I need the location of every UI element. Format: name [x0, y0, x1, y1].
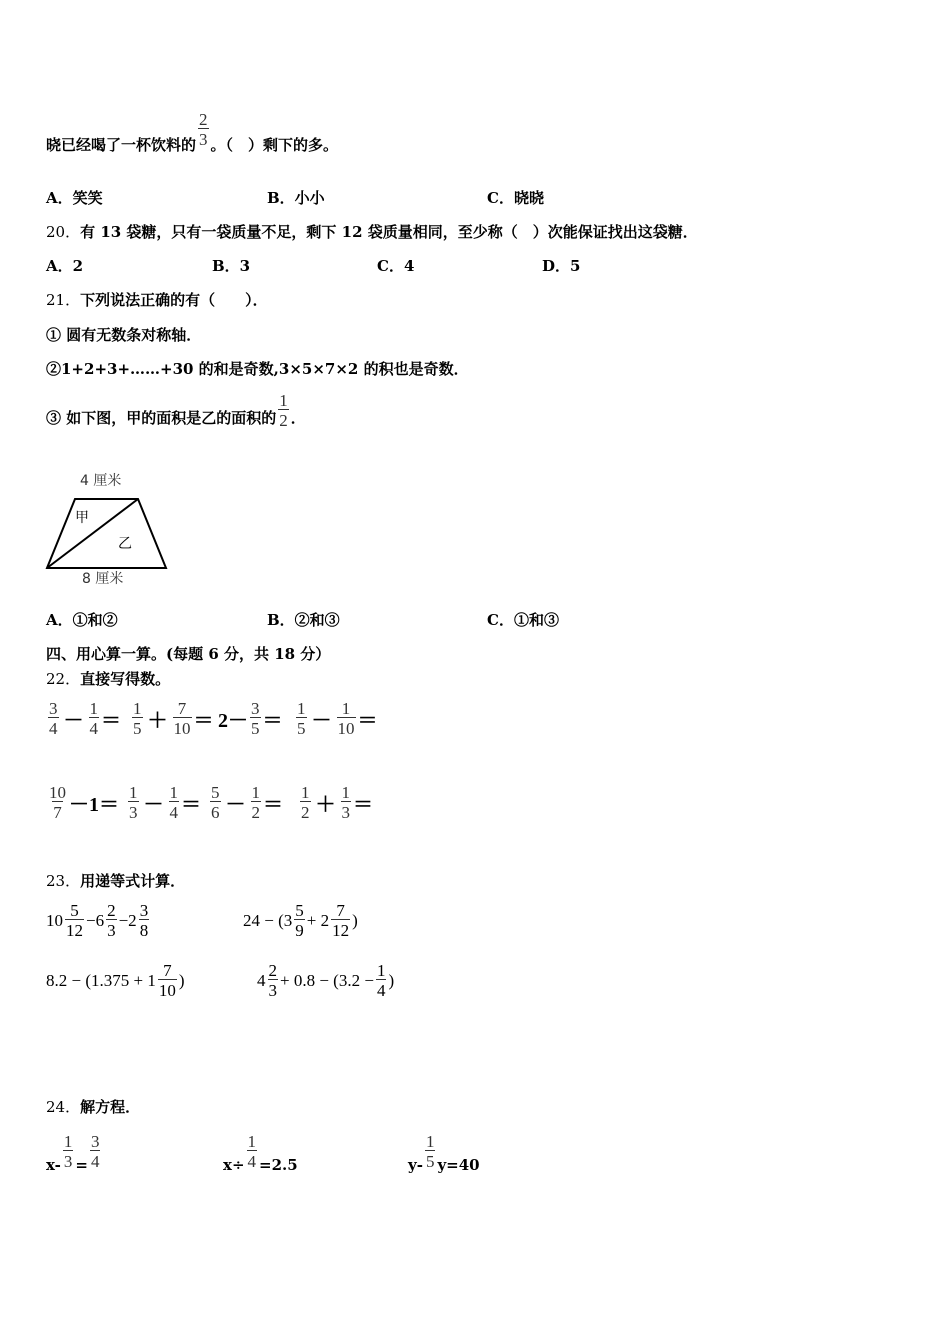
fraction-denominator: 4 [169, 803, 178, 822]
fraction-numerator: 1 [129, 783, 138, 802]
q20-stem [46, 221, 698, 242]
equals-sign: ＝ [101, 710, 121, 732]
q23-stem [46, 870, 185, 891]
fraction-denominator: 12 [332, 921, 350, 940]
calc-item [294, 700, 378, 737]
fraction-numerator: 1 [376, 961, 386, 980]
q24-equation-1 [46, 1128, 102, 1174]
fraction-numerator: 1 [341, 699, 351, 718]
fraction-denominator: 9 [295, 921, 304, 940]
region-yi-label: 乙 [118, 536, 132, 552]
expression-part: ) [352, 910, 358, 930]
equation-part: = [75, 1156, 88, 1174]
fraction-numerator: 1 [247, 1131, 257, 1151]
fraction-numerator: 1 [169, 783, 178, 802]
fraction-denominator: 2 [301, 803, 310, 822]
fraction-numerator: 7 [177, 699, 187, 718]
expression-part: 8.2 − (1.375 + 1 [46, 970, 156, 990]
question-number: 20． [46, 223, 81, 241]
q21-statement-2: ②1+2+3+……+30 的和是奇数,3×5×7×2 的积也是奇数． [46, 360, 469, 378]
q23-expression-1 [46, 902, 151, 939]
fraction-denominator: 7 [53, 803, 62, 822]
fraction-numerator: 1 [63, 1131, 73, 1151]
q24-equation-3 [408, 1128, 480, 1174]
calc-item [208, 784, 298, 821]
fraction-denominator: 3 [63, 1151, 73, 1171]
equation-part: y- [408, 1156, 423, 1174]
fraction-denominator: 4 [247, 1151, 257, 1171]
q21-option-c[interactable]: C．①和③ [487, 611, 559, 629]
fraction-numerator: 7 [163, 961, 172, 980]
fraction-numerator: 1 [341, 783, 350, 802]
fraction-denominator: 8 [139, 921, 149, 940]
q19-option-c[interactable]: C．晓晓 [487, 189, 544, 207]
operator: － [143, 794, 164, 816]
expression-part: −6 [86, 910, 105, 930]
question-number: 22． [46, 670, 81, 688]
fraction-denominator: 4 [49, 719, 58, 738]
q24-stem [46, 1096, 140, 1117]
q19-stem [46, 104, 338, 155]
equation-part: x- [46, 1156, 61, 1174]
fraction-numerator: 7 [336, 901, 345, 920]
expression-part: 24 − (3 [243, 910, 293, 930]
q22-row-2 [46, 784, 373, 821]
q21-statement-3-tail: ． [290, 409, 306, 427]
fraction-numerator: 3 [90, 1131, 100, 1151]
fraction-numerator: 2 [199, 110, 208, 129]
fraction-numerator: 1 [133, 699, 142, 718]
q23-expression-4 [257, 962, 394, 999]
fraction-denominator: 5 [297, 719, 306, 738]
tail-term: －1＝ [69, 794, 119, 816]
expression-part: ) [178, 970, 185, 990]
fraction-denominator: 4 [89, 719, 98, 738]
calc-item [46, 700, 130, 737]
expression-part: −2 [118, 910, 137, 930]
fraction-denominator: 3 [107, 921, 116, 940]
fraction-denominator: 5 [425, 1151, 435, 1171]
bottom-length-label: 8 厘米 [82, 571, 124, 587]
fraction-numerator: 5 [70, 901, 79, 920]
fraction-denominator: 10 [158, 981, 176, 1000]
top-length-label: 4 厘米 [80, 473, 122, 489]
whole-number: 10 [46, 910, 63, 930]
q21-statement-3-text: ③ 如下图，甲的面积是乙的面积的 [46, 409, 277, 427]
fraction-denominator: 3 [341, 803, 350, 822]
question-number: 21． [46, 291, 81, 309]
q22-stem [46, 668, 170, 689]
calc-item [126, 784, 208, 821]
fraction-numerator: 1 [425, 1131, 435, 1151]
fraction-numerator: 1 [279, 391, 288, 410]
q20-option-c[interactable]: C．4 [377, 257, 415, 275]
calc-item [46, 784, 126, 821]
q20-option-b[interactable]: B．3 [212, 257, 251, 275]
fraction-numerator: 5 [295, 901, 304, 920]
equals-sign: ＝ [193, 710, 214, 732]
operator: － [311, 710, 332, 732]
fraction-numerator: 3 [49, 699, 58, 718]
fraction-denominator: 2 [279, 411, 288, 430]
fraction-numerator: 1 [89, 699, 98, 718]
fraction-denominator: 4 [376, 981, 386, 1000]
section-4-title: 四、用心算一算。(每题 6 分，共 18 分） [46, 645, 331, 663]
fraction-denominator: 10 [173, 719, 191, 738]
expression-part: + 2 [306, 910, 330, 930]
q19-option-a[interactable]: A．笑笑 [46, 189, 103, 207]
operator: ＋ [315, 794, 336, 816]
expression-part: + 0.8 − (3.2 − [280, 970, 374, 990]
q21-fraction [278, 392, 289, 429]
q21-statement-3 [46, 392, 306, 429]
fraction-denominator: 12 [66, 921, 83, 940]
q20-text: 有 13 袋糖，只有一袋质量不足，剩下 12 袋质量相同，至少称（ ）次能保证找出这袋糖． [80, 223, 698, 241]
fraction-numerator: 10 [49, 783, 66, 802]
q23-text: 用递等式计算． [80, 872, 186, 890]
trapezoid-outline [47, 499, 166, 568]
q24-text: 解方程． [80, 1098, 141, 1116]
equation-part: =2.5 [259, 1156, 298, 1174]
q21-text: 下列说法正确的有（ ）． [80, 291, 268, 309]
fraction-denominator: 6 [211, 803, 220, 822]
question-number: 24． [46, 1098, 81, 1116]
q22-text: 直接写得数。 [80, 670, 171, 688]
fraction-numerator: 2 [268, 961, 277, 980]
q20-option-a[interactable]: A．2 [46, 257, 84, 275]
region-jia-label: 甲 [75, 510, 89, 526]
q23-expression-2 [243, 902, 358, 939]
q21-stem [46, 289, 268, 310]
q20-option-d[interactable]: D．5 [542, 257, 581, 275]
fraction-denominator: 2 [251, 803, 260, 822]
fraction-numerator: 2 [107, 901, 116, 920]
equation-part: y=40 [437, 1156, 480, 1174]
equals-sign: ＝ [353, 794, 373, 816]
calc-item [298, 784, 373, 821]
fraction-numerator: 1 [301, 783, 310, 802]
trapezoid-figure [40, 466, 180, 591]
fraction-numerator: 3 [251, 699, 260, 718]
fraction-numerator: 3 [139, 901, 149, 920]
q21-option-a[interactable]: A．①和② [46, 611, 118, 629]
fraction-denominator: 4 [90, 1151, 100, 1171]
fraction-numerator: 5 [211, 783, 220, 802]
fraction-denominator: 3 [268, 981, 277, 1000]
q21-option-b[interactable]: B．②和③ [267, 611, 340, 629]
equals-sign: ＝ [181, 794, 201, 816]
q19-text-after: 。（ ）剩下的多。 [210, 136, 339, 154]
operator: ＋ [147, 710, 168, 732]
q19-option-b[interactable]: B．小小 [267, 189, 325, 207]
operator: － [63, 710, 84, 732]
q24-equation-2 [223, 1128, 298, 1174]
calc-item [130, 700, 218, 737]
expression-part: 4 [257, 970, 266, 990]
q23-expression-3 [46, 962, 185, 999]
leading-term: 2－ [218, 710, 248, 732]
fraction-denominator: 10 [337, 719, 355, 738]
q19-fraction [198, 111, 209, 148]
fraction-numerator: 1 [297, 699, 306, 718]
fraction-denominator: 3 [199, 130, 208, 149]
fraction-denominator: 5 [133, 719, 142, 738]
calc-item [218, 700, 294, 737]
q19-text-before: 晓已经喝了一杯饮料的 [46, 136, 197, 154]
expression-part: ) [388, 970, 395, 990]
q21-statement-1: ① 圆有无数条对称轴． [46, 326, 202, 344]
fraction-numerator: 1 [251, 783, 260, 802]
equals-sign: ＝ [357, 710, 378, 732]
fraction-denominator: 5 [251, 719, 260, 738]
fraction-denominator: 3 [129, 803, 138, 822]
equals-sign: ＝ [263, 794, 283, 816]
equation-part: x÷ [223, 1156, 245, 1174]
equals-sign: ＝ [262, 710, 283, 732]
q22-row-1 [46, 700, 378, 737]
question-number: 23． [46, 872, 81, 890]
operator: － [225, 794, 246, 816]
